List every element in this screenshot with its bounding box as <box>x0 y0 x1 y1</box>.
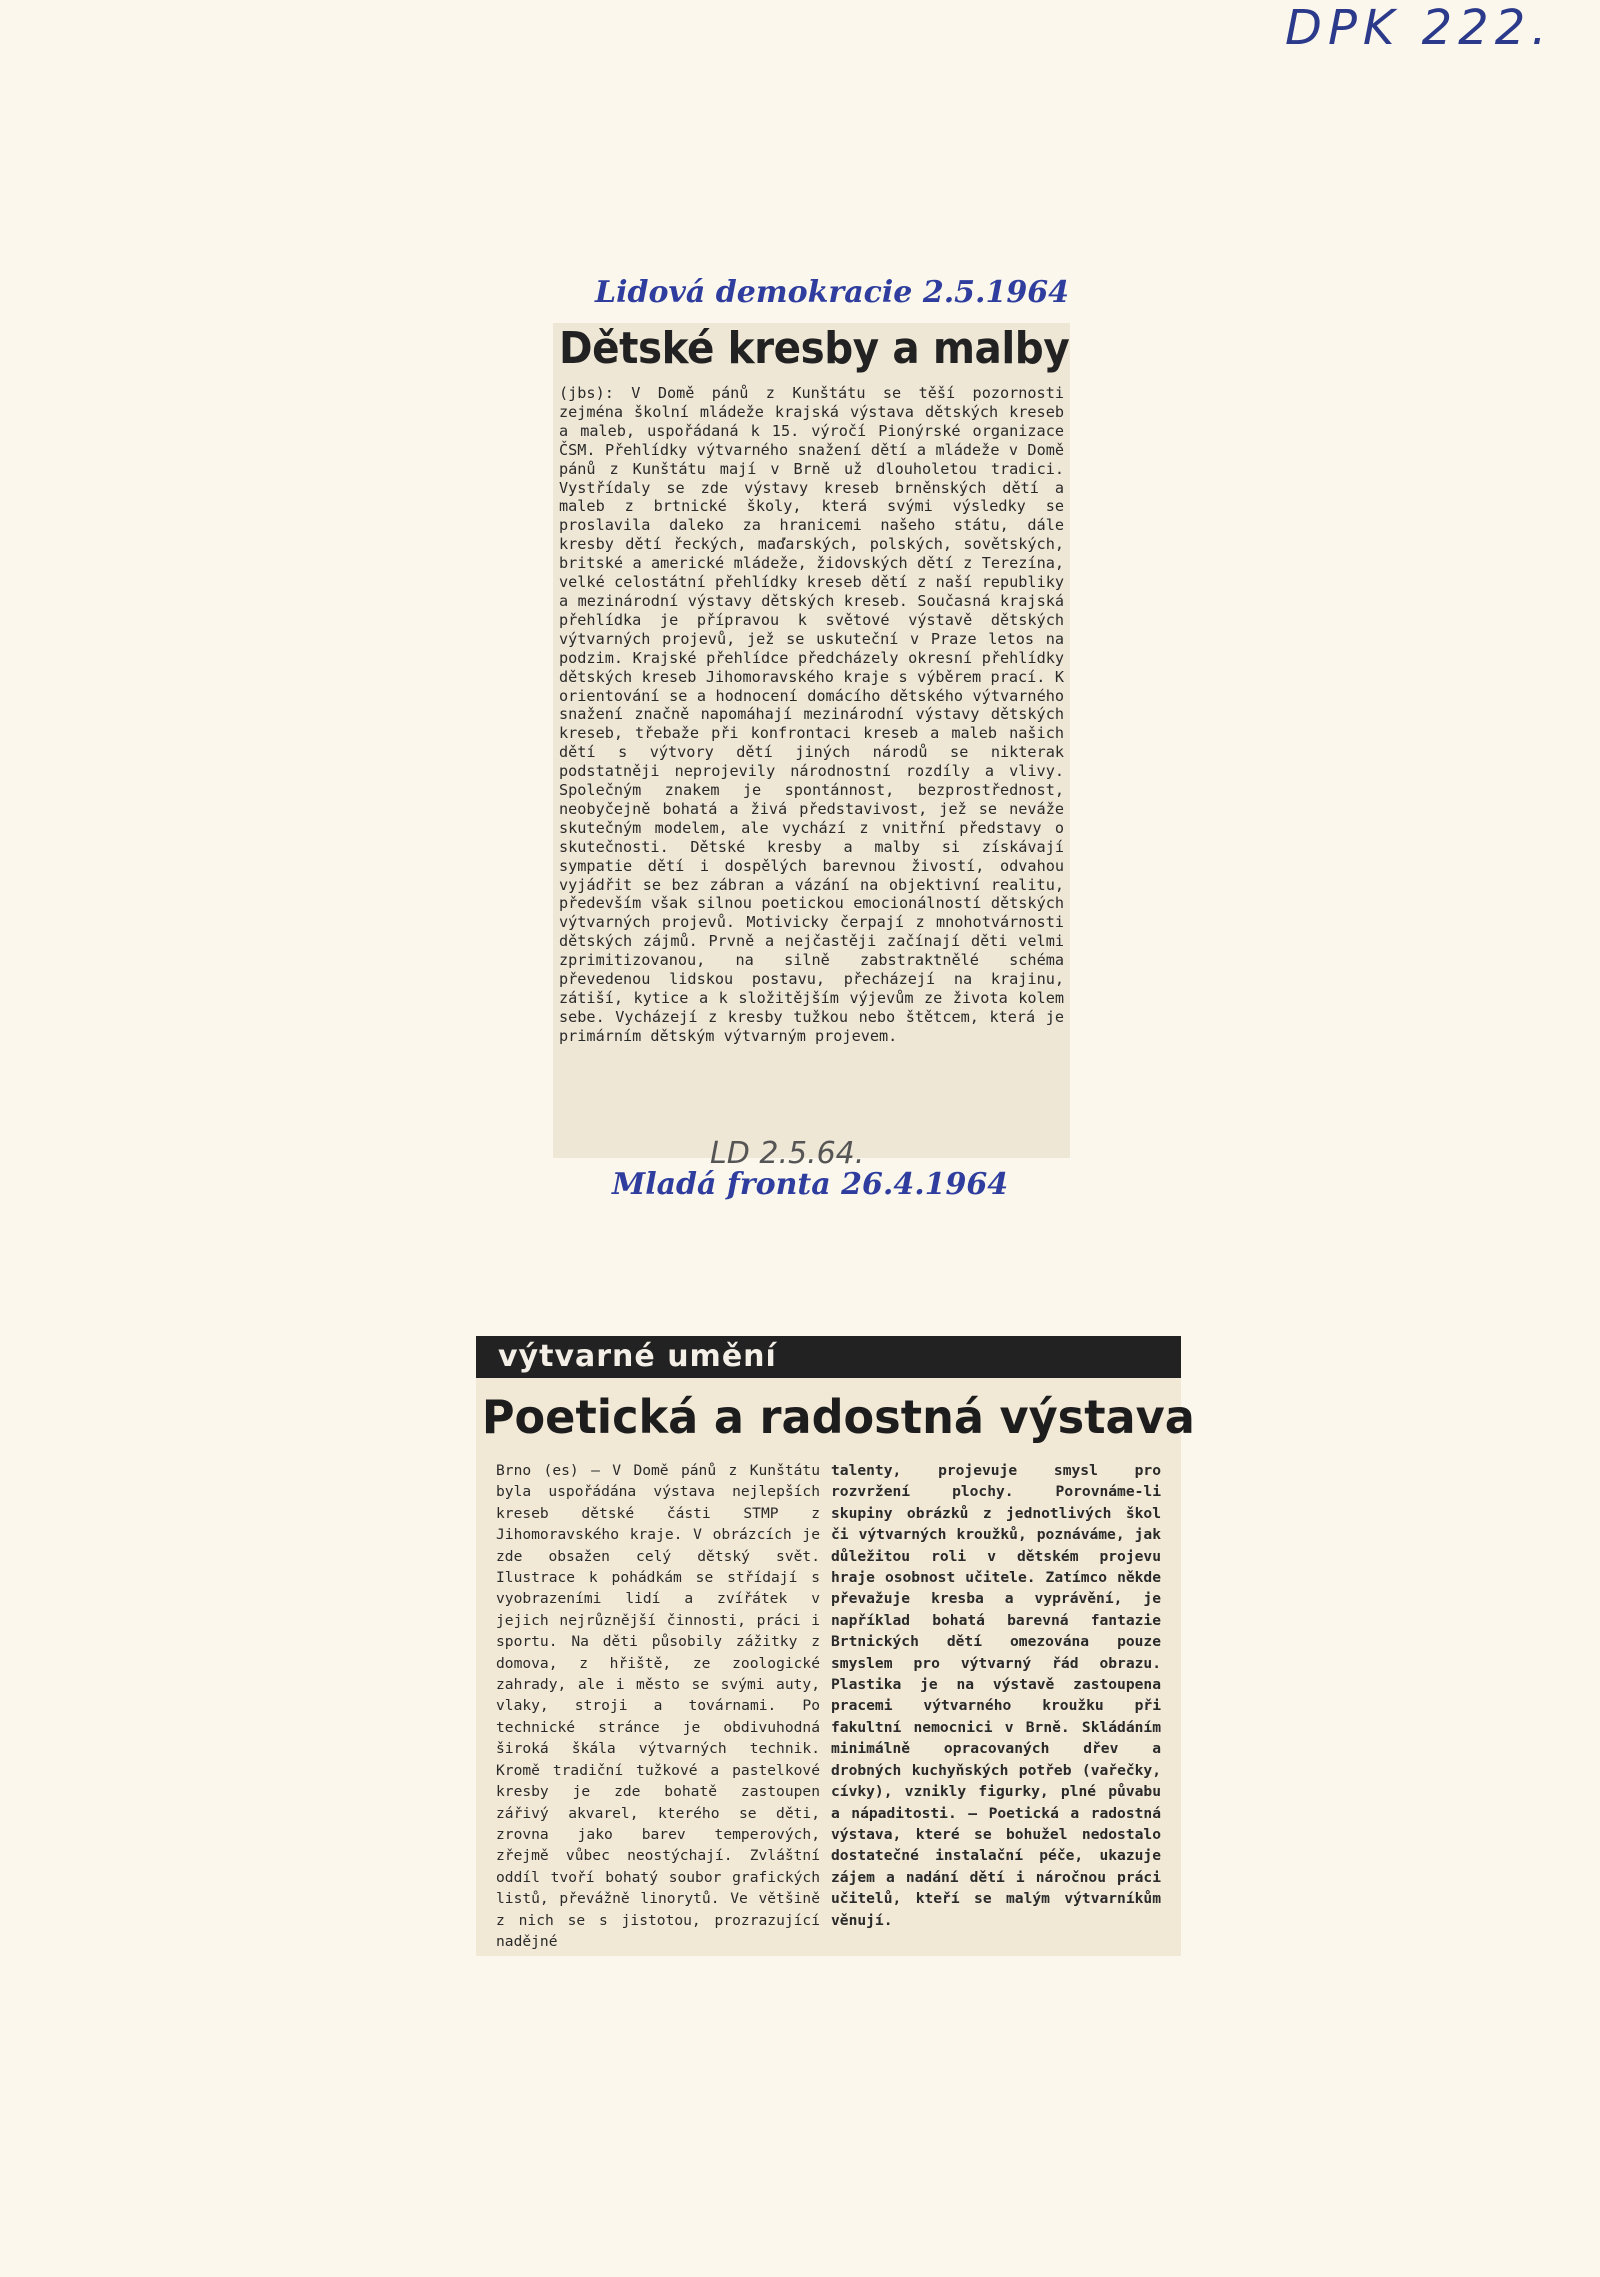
clipping-1-body: (jbs): V Domě pánů z Kunštátu se těší pozornosti zejména školní mládeže krajská výstava dětských kreseb a maleb, uspořádaná k 15. výročí Pionýrské organizace ČSM. Přehlídky výtvarného snažení dětí a mládeže v Domě pánů z Kunštátu mají v Brně už dlouholetou tradici. Vystřídaly se zde výstavy kreseb brněnských dětí a maleb z brtnické školy, která svými výsledky se proslavila daleko za hranicemi našeho státu, dále kresby dětí řeckých, maďarských, polských, sovětských, britské a americké mládeže, židovských dětí z Terezína, velké celostátní přehlídky kreseb dětí z naší republiky a mezinárodní výstavy dětských kreseb. Současná krajská přehlídka je přípravou k světové výstavě dětských výtvarných projevů, jež se uskuteční v Praze letos na podzim. Krajské přehlídce předcházely okresní přehlídky dětských kreseb Jihomoravského kraje s výběrem prací. K orientování se a hodnocení domácího dětského výtvarného snažení značně napomáhají mezinárodní výstavy dětských kreseb, třebaže při konfrontaci kreseb a maleb našich dětí s výtvory dětí jiných národů se nikterak podstatněji neprojevily národnostní rozdíly a vlivy. Společným znakem je spontánnost, bezprostřednost, neobyčejně bohatá a živá představivost, jež se neváže skutečným modelem, ale vychází z vnitřní představy o skutečnosti. Dětské kresby a malby si získávají sympatie dětí i dospělých barevnou živostí, odvahou vyjádřit se bez zábran a vázání na objektivní realitu, především však silnou poetickou emocionálností dětských výtvarných projevů. Motivicky čerpají z mnohotvárnosti dětských zájmů. Prvně a nejčastěji začínají děti velmi zprimitizovanou, na silně zabstraktnělé schéma převedenou lidskou postavu, přecházejí na krajinu, zátiší, kytice a k složitějším výjevům ze života kolem sebe. Vycházejí z kresby tužkou nebo štětcem, která je primárním dětským výtvarným projevem. <box>559 384 1064 1045</box>
newspaper-clipping-1 <box>553 323 1070 1158</box>
clipping-2-column-left: Brno (es) — V Domě pánů z Kunštátu byla uspořádána výstava nejlepších kreseb dětské části STMP z Jihomoravského kraje. V obrázcích je zde obsažen celý dětský svět. Ilustrace k pohádkám se střídají s vyobrazeními lidí a zvířátek v jejich nejrůznější činnosti, práci i sportu. Na děti působily zážitky z domova, z hřiště, ze zoologické zahrady, ale i město se svými auty, vlaky, stroji a továrnami. Po technické stránce je obdivuhodná široká škála výtvarných technik. Kromě tradiční tužkové a pastelkové kresby je zde bohatě zastoupen zářivý akvarel, kterého se děti, zrovna jako barev temperových, zřejmě vůbec neostýchají. Zvláštní oddíl tvoří bohatý soubor grafických listů, převážně linorytů. Ve většině z nich se s jistotou, prozrazující nadějné <box>496 1462 820 1950</box>
clipping-1-headline: Dětské kresby a malby <box>559 323 1070 374</box>
clipping-2-columns <box>496 1460 1161 1952</box>
section-heading: výtvarné umění <box>476 1336 1181 1378</box>
archive-reference: DPK 222. <box>1285 0 1553 56</box>
handwritten-source-2: Mladá fronta 26.4.1964 <box>612 1167 1009 1202</box>
newspaper-clipping-2 <box>476 1336 1195 1956</box>
handwritten-source-1-short: LD 2.5.64. <box>710 1136 865 1171</box>
clipping-2-headline: Poetická a radostná výstava <box>481 1390 1195 1444</box>
clipping-2-column-right: talenty, projevuje smysl pro rozvržení plochy. Porovnáme-li skupiny obrázků z jednotlivých škol či výtvarných kroužků, poznáváme, jak důležitou roli v dětském projevu hraje osobnost učitele. Zatímco někde převažuje kresba a vyprávění, je například bohatá barevná fantazie Brtnických dětí omezována pouze smyslem pro výtvarný řád obrazu. Plastika je na výstavě zastoupena pracemi výtvarného kroužku při fakultní nemocnici v Brně. Skládáním minimálně opracovaných dřev a drobných kuchyňských potřeb (vařečky, cívky), vznikly figurky, plné půvabu a nápaditosti. — Poetická a radostná výstava, které se bohužel nedostalo dostatečné instalační péče, ukazuje zájem a nadání dětí i náročnou práci učitelů, kteří se malým výtvarníkům věnují. <box>831 1462 1161 1929</box>
handwritten-source-1: Lidová demokracie 2.5.1964 <box>595 275 1069 310</box>
